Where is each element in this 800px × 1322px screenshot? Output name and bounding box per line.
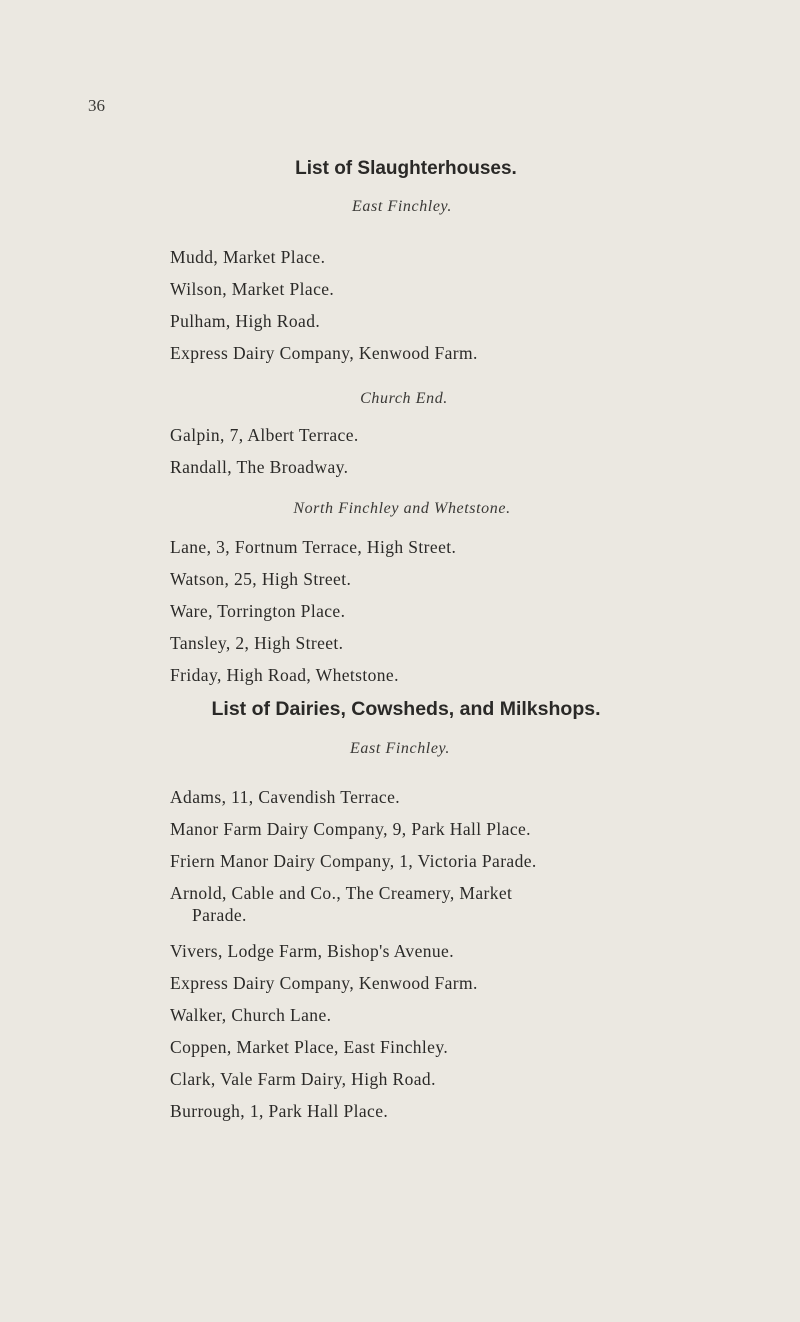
page-number: 36 — [88, 96, 105, 115]
section-heading-church-end: Church End. — [360, 390, 448, 407]
list-item: Burrough, 1, Park Hall Place. — [170, 1101, 389, 1121]
list-item: Watson, 25, High Street. — [170, 569, 352, 589]
list-item: Adams, 11, Cavendish Terrace. — [170, 787, 401, 807]
list-item: Friday, High Road, Whetstone. — [170, 665, 399, 685]
list-item: Manor Farm Dairy Company, 9, Park Hall Place. — [170, 819, 531, 839]
slaughterhouses-title: List of Slaughterhouses. — [295, 158, 517, 179]
list-item: Vivers, Lodge Farm, Bishop's Avenue. — [170, 941, 454, 961]
list-item: Wilson, Market Place. — [170, 279, 335, 299]
list-item: Coppen, Market Place, East Finchley. — [170, 1037, 449, 1057]
list-item: Randall, The Broadway. — [170, 457, 349, 477]
list-item: Mudd, Market Place. — [170, 247, 326, 267]
list-item: Tansley, 2, High Street. — [170, 633, 344, 653]
list-item: Walker, Church Lane. — [170, 1005, 332, 1025]
section-heading-east-finchley: East Finchley. — [352, 198, 452, 215]
list-item: Ware, Torrington Place. — [170, 601, 346, 621]
list-item-continuation: Parade. — [192, 905, 247, 925]
section-heading-north-finchley-whetstone: North Finchley and Whetstone. — [293, 500, 511, 517]
list-item: Clark, Vale Farm Dairy, High Road. — [170, 1069, 436, 1089]
list-item: Express Dairy Company, Kenwood Farm. — [170, 973, 478, 993]
list-item: Lane, 3, Fortnum Terrace, High Street. — [170, 537, 457, 557]
list-item: Friern Manor Dairy Company, 1, Victoria Parade. — [170, 851, 537, 871]
list-item: Express Dairy Company, Kenwood Farm. — [170, 343, 478, 363]
list-item: Pulham, High Road. — [170, 311, 321, 331]
section-heading-east-finchley-dairies: East Finchley. — [350, 740, 450, 757]
dairies-title: List of Dairies, Cowsheds, and Milkshops. — [211, 698, 601, 720]
list-item: Galpin, 7, Albert Terrace. — [170, 425, 359, 445]
list-item: Arnold, Cable and Co., The Creamery, Market — [170, 883, 513, 903]
